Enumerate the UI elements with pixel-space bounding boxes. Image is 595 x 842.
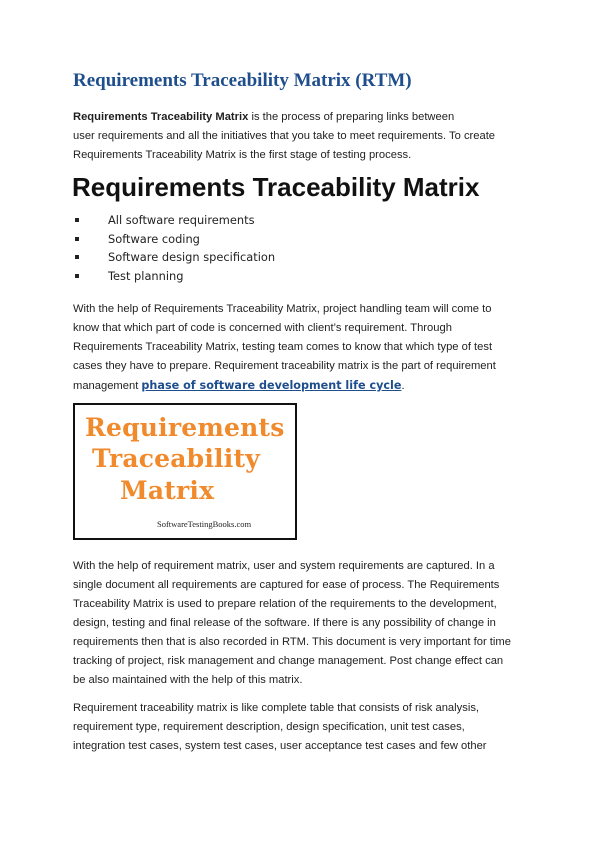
page-title: Requirements Traceability Matrix (RTM) bbox=[73, 70, 412, 91]
logo-site-text: SoftwareTestingBooks.com bbox=[157, 519, 252, 529]
bullet-icon bbox=[75, 255, 79, 259]
requirement-matrix-paragraph bbox=[73, 557, 523, 690]
para4-line-2: requirement type, requirement description, design specification, unit test cases, bbox=[73, 721, 465, 733]
list-item bbox=[73, 230, 275, 249]
logo-line-2: Traceability bbox=[92, 444, 260, 473]
para2-line-3: Requirements Traceability Matrix, testing team comes to know that which type of test bbox=[73, 341, 493, 353]
para3-line-5: requirements then that is also recorded in RTM. This document is very important for time bbox=[73, 636, 511, 648]
para2-line-1: With the help of Requirements Traceability Matrix, project handling team will come to bbox=[73, 303, 492, 315]
para3-line-1: With the help of requirement matrix, user and system requirements are captured. In a bbox=[73, 560, 495, 572]
rtm-help-paragraph bbox=[73, 300, 523, 396]
list-item-label: Test planning bbox=[108, 268, 184, 283]
intro-bold-term: Requirements Traceability Matrix bbox=[73, 111, 249, 123]
rtm-logo-image bbox=[73, 403, 297, 540]
para4-line-3: integration test cases, system test cases, user acceptance test cases and few other bbox=[73, 740, 487, 752]
requirements-list bbox=[73, 211, 275, 285]
para3-line-3: Traceability Matrix is used to prepare relation of the requirements to the development, bbox=[73, 598, 497, 610]
logo-line-3: Matrix bbox=[120, 476, 215, 505]
section-heading: Requirements Traceability Matrix bbox=[72, 172, 480, 202]
list-item-label: Software coding bbox=[108, 231, 200, 246]
intro-paragraph bbox=[73, 108, 523, 165]
para2-line-5-prefix: management bbox=[73, 380, 142, 392]
sdlc-phase-link[interactable]: phase of software development life cycle bbox=[141, 379, 402, 392]
complete-table-paragraph bbox=[73, 699, 523, 756]
para2-line-4: cases they have to prepare. Requirement traceability matrix is the part of requirement bbox=[73, 360, 496, 372]
list-item-label: Software design specification bbox=[108, 250, 276, 265]
list-item bbox=[73, 248, 275, 267]
list-item bbox=[73, 267, 275, 286]
intro-line-1: is the process of preparing links between bbox=[248, 111, 455, 123]
logo-line-1: Requirements bbox=[85, 413, 285, 442]
bullet-icon bbox=[75, 237, 79, 241]
para3-line-4: design, testing and final release of the software. If there is any possibility of change in bbox=[73, 617, 496, 629]
para3-line-2: single document all requirements are captured for ease of process. The Requirements bbox=[73, 579, 500, 591]
para2-line-5-suffix: . bbox=[401, 380, 405, 392]
intro-line-3: Requirements Traceability Matrix is the first stage of testing process. bbox=[73, 149, 412, 161]
list-item-label: All software requirements bbox=[108, 213, 255, 227]
para4-line-1: Requirement traceability matrix is like complete table that consists of risk analysis, bbox=[73, 702, 480, 714]
para2-line-2: know that which part of code is concerned with client’s requirement. Through bbox=[73, 322, 452, 334]
para3-line-7: be also maintained with the help of this matrix. bbox=[73, 674, 303, 686]
intro-line-2: user requirements and all the initiatives that you take to meet requirements. To create bbox=[73, 130, 496, 142]
list-item bbox=[73, 211, 275, 230]
bullet-icon bbox=[75, 274, 79, 278]
bullet-icon bbox=[75, 218, 79, 222]
para3-line-6: tracking of project, risk management and change management. Post change effect can bbox=[73, 655, 504, 667]
